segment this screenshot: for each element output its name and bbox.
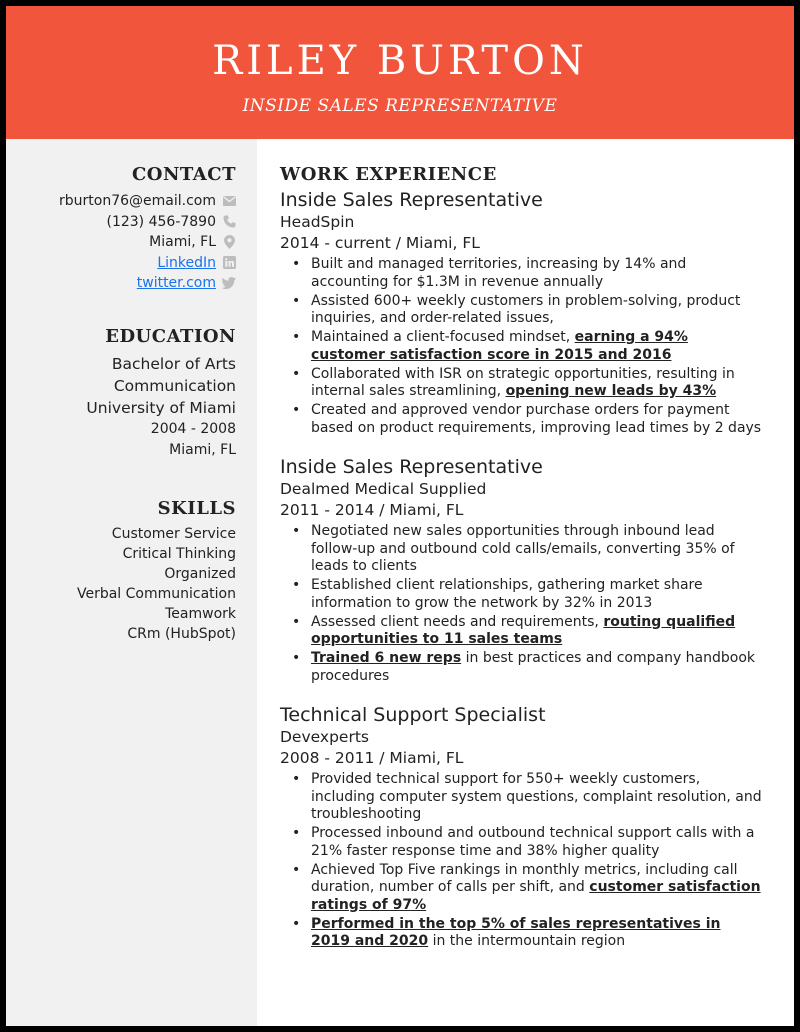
job-bullets [280, 256, 764, 437]
job-company: Dealmed Medical Supplied [280, 480, 487, 498]
bullet-highlight: Trained 6 new reps [311, 650, 462, 666]
job-bullet [292, 614, 764, 649]
job-bullets [280, 771, 764, 951]
job-location: Miami, FL [405, 234, 480, 252]
bullet-text: Achieved Top Five rankings in monthly metrics, including call duration, number of calls per shift, and [311, 861, 738, 895]
contact-heading: CONTACT [131, 164, 236, 185]
bullet-text: in the intermountain region [428, 933, 626, 949]
job-entry [280, 455, 764, 685]
job-bullet [292, 825, 764, 860]
phone-icon [222, 215, 236, 229]
job-dates: 2014 - current / Miami, FL [280, 234, 480, 252]
skills-heading: SKILLS [157, 497, 236, 519]
job-bullet [292, 293, 764, 328]
job-bullet [292, 523, 764, 576]
job-bullet [292, 577, 764, 612]
job-bullet [292, 329, 764, 364]
bullet-text: Processed inbound and outbound technical support calls with a 21% faster response time and 38% higher quality [311, 825, 755, 859]
bullet-highlight: Performed in the top 5% of sales representatives in 2019 and 2020 [311, 915, 721, 949]
job-bullet [292, 650, 764, 685]
main-content [280, 139, 764, 1026]
job-title: Technical Support Specialist [280, 704, 546, 726]
contact-linkedin [6, 253, 236, 274]
bullet-highlight: opening new leads by 43% [505, 383, 717, 399]
job-title: Inside Sales Representative [280, 456, 543, 478]
candidate-name: RILEY BURTON [212, 38, 588, 84]
linkedin-icon [222, 256, 236, 270]
job-bullets [280, 523, 764, 685]
skill-item: Verbal Communication [76, 585, 236, 602]
education-years: 2004 - 2008 [150, 420, 236, 437]
contact-location [6, 232, 236, 253]
job-dates: 2008 - 2011 / Miami, FL [280, 749, 464, 767]
job-bullet [292, 256, 764, 291]
job-bullet [292, 366, 764, 401]
work-experience-heading: WORK EXPERIENCE [280, 164, 497, 185]
education-major: Communication [113, 376, 236, 395]
skill-item: Customer Service [111, 525, 236, 542]
job-dates-range: 2011 - 2014 [280, 501, 375, 519]
education-block [6, 353, 236, 461]
contact-list [6, 191, 236, 294]
bullet-text: Created and approved vendor purchase orders for payment based on product requirements, improving lead times by 2 days [311, 402, 762, 436]
contact-email [6, 191, 236, 212]
job-bullet [292, 862, 764, 915]
job-title: Inside Sales Representative [280, 189, 543, 211]
skill-item: Critical Thinking [122, 545, 236, 562]
job-location: Miami, FL [389, 501, 464, 519]
email-icon [222, 194, 236, 208]
education-location: Miami, FL [169, 441, 236, 458]
bullet-text: Collaborated with ISR on strategic opportunities, resulting in internal sales streamlining, [311, 365, 735, 399]
bullet-highlight: routing qualified opportunities to 11 sales teams [311, 613, 736, 647]
job-entry [280, 703, 764, 951]
education-heading: EDUCATION [105, 325, 236, 347]
skill-item: Teamwork [165, 605, 236, 622]
twitter-link[interactable]: twitter.com [136, 275, 216, 292]
job-dates-range: 2014 - current [280, 234, 391, 252]
candidate-role: INSIDE SALES REPRESENTATIVE [242, 96, 558, 116]
bullet-text: Assessed client needs and requirements, [311, 613, 604, 630]
resume-header [6, 6, 794, 139]
bullet-text: Assisted 600+ weekly customers in problem-solving, product inquiries, and order-related issues, [311, 292, 741, 326]
job-entry [280, 188, 764, 437]
twitter-icon [222, 276, 236, 290]
bullet-text: Maintained a client-focused mindset, [311, 329, 575, 345]
job-dates-range: 2008 - 2011 [280, 749, 375, 767]
contact-location-text: Miami, FL [149, 234, 216, 251]
education-school: University of Miami [86, 398, 236, 417]
contact-email-text: rburton76@email.com [59, 193, 216, 210]
location-pin-icon [222, 235, 236, 249]
contact-phone [6, 212, 236, 233]
bullet-text: Established client relationships, gathering market share information to grow the network by 32% in 2013 [311, 577, 703, 611]
bullet-text: Built and managed territories, increasing by 14% and accounting for $1.3M in revenue annually [311, 256, 687, 290]
resume-sheet [6, 6, 794, 1026]
skills-list [6, 524, 236, 644]
contact-twitter [6, 273, 236, 294]
job-bullet [292, 771, 764, 824]
job-company: Devexperts [280, 728, 369, 746]
bullet-highlight: customer satisfaction ratings of 97% [311, 879, 761, 913]
contact-phone-text: (123) 456-7890 [106, 213, 216, 230]
skill-item: Organized [164, 565, 236, 582]
bullet-highlight: earning a 94% customer satisfaction score in 2015 and 2016 [311, 329, 688, 363]
job-location: Miami, FL [389, 749, 464, 767]
bullet-text: Negotiated new sales opportunities through inbound lead follow-up and outbound cold calls/emails, converting 35% of leads to clients [311, 523, 735, 574]
job-bullet [292, 916, 764, 951]
education-degree: Bachelor of Arts [111, 354, 236, 373]
job-company: HeadSpin [280, 213, 355, 231]
skill-item: CRm (HubSpot) [127, 625, 236, 642]
sidebar [6, 139, 257, 1026]
job-bullet [292, 402, 764, 437]
bullet-text: Provided technical support for 550+ weekly customers, including computer system questions, complaint resolution, and troubleshooting [311, 771, 762, 822]
linkedin-link[interactable]: LinkedIn [157, 254, 216, 271]
job-dates: 2011 - 2014 / Miami, FL [280, 501, 464, 519]
bullet-text: in best practices and company handbook procedures [311, 650, 756, 684]
